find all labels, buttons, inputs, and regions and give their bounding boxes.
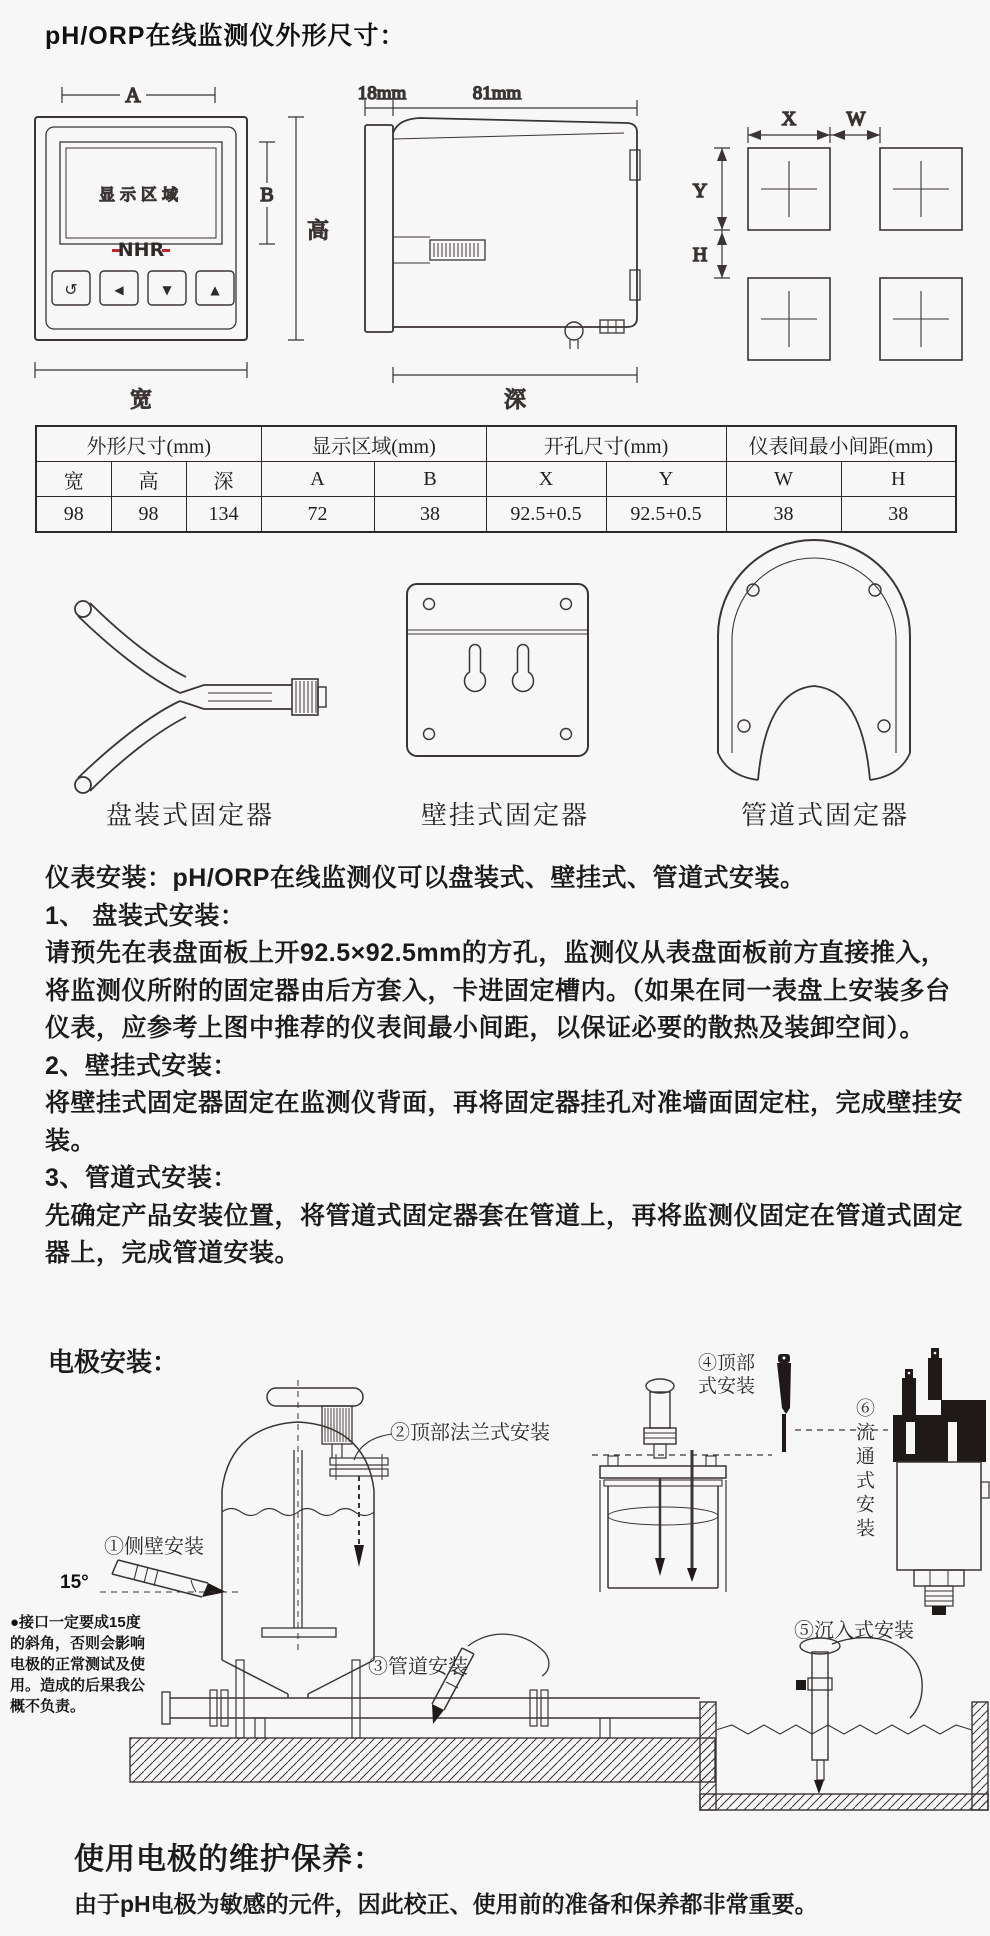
- hole-pattern-drawing: [693, 108, 962, 360]
- table-cell: A: [261, 462, 374, 497]
- warning-line: 用。造成的后果我公: [10, 1677, 146, 1694]
- table-cell: Y: [606, 462, 726, 497]
- return-icon: ↺: [64, 280, 78, 299]
- table-group-header: 外形尺寸(mm): [36, 426, 261, 462]
- pipe-fixture-label: 管道式固定器: [740, 801, 909, 830]
- table-subheader-row: [36, 462, 956, 497]
- front-view-drawing: [35, 83, 329, 412]
- page-title: pH/ORP在线监测仪外形尺寸：: [45, 22, 406, 50]
- install-text-line: 仪表，应参考上图中推荐的仪表间最小间距，以保证必要的散热及装卸空间）。: [45, 1014, 926, 1042]
- dimension-drawings: [0, 55, 990, 415]
- dim-depth-label: 深: [503, 387, 527, 412]
- install-text-line: 器上，完成管道安装。: [45, 1239, 301, 1267]
- display-area-label: 显示区域: [98, 187, 184, 204]
- dim-b-label: B: [260, 184, 274, 206]
- side-wall-install-label: ①侧壁安装: [104, 1536, 204, 1558]
- submersion-install-label: ⑤沉入式安装: [794, 1620, 914, 1642]
- pipe-fixture-drawing: [718, 540, 910, 780]
- table-cell: 98: [36, 497, 111, 533]
- dimension-table: [35, 425, 957, 533]
- dim-x-label: X: [781, 108, 797, 130]
- submersion-drawing: [796, 1638, 922, 1794]
- pipe-install-label: ③管道安装: [368, 1656, 468, 1678]
- install-text-line: 3、管道式安装：: [45, 1164, 238, 1192]
- dim-w-label: W: [846, 108, 866, 130]
- dim-18mm-label: 18mm: [357, 83, 407, 104]
- table-cell: H: [841, 462, 956, 497]
- brand-logo: NHR: [117, 239, 165, 261]
- table-group-header: 仪表间最小间距(mm): [726, 426, 956, 462]
- down-icon: ▼: [162, 283, 172, 297]
- install-text-line: 请预先在表盘面板上开92.5×92.5mm的方孔，监测仪从表盘面板前方直接推入，: [45, 939, 947, 967]
- left-icon: ◀: [114, 283, 124, 297]
- dim-height-label: 高: [306, 218, 330, 243]
- install-text-line: 将监测仪所附的固定器由后方套入，卡进固定槽内。（如果在同一表盘上安装多台: [45, 976, 951, 1005]
- installation-instructions: [45, 860, 964, 1273]
- dim-a-label: A: [125, 83, 141, 107]
- install-text-line: 仪表安装：pH/ORP在线监测仪可以盘装式、壁挂式、管道式安装。: [45, 864, 806, 892]
- dim-y-label: Y: [692, 180, 708, 202]
- fixture-drawings: [0, 525, 990, 800]
- table-cell: 38: [841, 497, 956, 533]
- table-cell: 深: [186, 462, 261, 497]
- table-cell: 高: [111, 462, 186, 497]
- pool-drawing: [700, 1702, 988, 1810]
- table-cell: 38: [726, 497, 841, 533]
- warning-line: 概不负责。: [10, 1698, 86, 1715]
- flow-cell-drawing: [893, 1348, 989, 1615]
- maintenance-body: 由于pH电极为敏感的元件，因此校正、使用前的准备和保养都非常重要。: [74, 1891, 818, 1917]
- vessel-drawing: [592, 1379, 772, 1592]
- table-cell: 宽: [36, 462, 111, 497]
- angle-15-label: 15°: [60, 1572, 89, 1593]
- side-view-drawing: [358, 83, 640, 412]
- angle-warning-note: [10, 1612, 170, 1717]
- tank-drawing: [222, 1380, 392, 1738]
- top-flange-install-label: ②顶部法兰式安装: [390, 1422, 550, 1444]
- electrode-section-title: 电极安装：: [48, 1347, 179, 1377]
- panel-fixture-drawing: [75, 601, 326, 793]
- install-text-line: 先确定产品安装位置，将管道式固定器套在管道上，再将监测仪固定在管道式固定: [45, 1201, 964, 1230]
- wall-fixture-drawing: [407, 584, 588, 756]
- install-text-line: 2、壁挂式安装：: [45, 1051, 238, 1080]
- dim-width-label: 宽: [129, 387, 153, 412]
- electrode-diagram: [0, 1330, 990, 1820]
- warning-line: 电极的正常测试及使: [10, 1656, 146, 1673]
- dim-h-label: H: [692, 244, 708, 266]
- warning-line: ●接口一定要成15度: [10, 1614, 141, 1631]
- side-electrode-drawing: [100, 1560, 240, 1597]
- table-cell: 72: [261, 497, 374, 533]
- dim-81mm-label: 81mm: [472, 83, 522, 104]
- table-cell: 38: [374, 497, 486, 533]
- table-group-header: 显示区域(mm): [261, 426, 486, 462]
- install-text-line: 1、 盘装式安装：: [45, 901, 246, 930]
- table-cell: 92.5+0.5: [486, 497, 606, 533]
- table-cell: 98: [111, 497, 186, 533]
- flow-install-label: ⑥流通式安装: [853, 1398, 874, 1542]
- table-cell: B: [374, 462, 486, 497]
- table-group-header: 开孔尺寸(mm): [486, 426, 726, 462]
- table-group-header-row: [36, 426, 956, 462]
- table-cell: 134: [186, 497, 261, 533]
- panel-fixture-label: 盘装式固定器: [105, 801, 274, 830]
- wall-fixture-label: 壁挂式固定器: [420, 801, 589, 830]
- up-icon: ▲: [210, 283, 220, 297]
- install-text-line: 将壁挂式固定器固定在监测仪背面，再将固定器挂孔对准墙面固定柱，完成壁挂安: [45, 1089, 964, 1117]
- install-text-line: 装。: [45, 1126, 97, 1155]
- table-cell: W: [726, 462, 841, 497]
- maintenance-title: 使用电极的维护保养：: [74, 1843, 384, 1876]
- table-cell: 92.5+0.5: [606, 497, 726, 533]
- top-install-label: ④顶部式安装: [698, 1353, 756, 1397]
- table-cell: X: [486, 462, 606, 497]
- warning-line: 的斜角，否则会影响: [10, 1635, 146, 1652]
